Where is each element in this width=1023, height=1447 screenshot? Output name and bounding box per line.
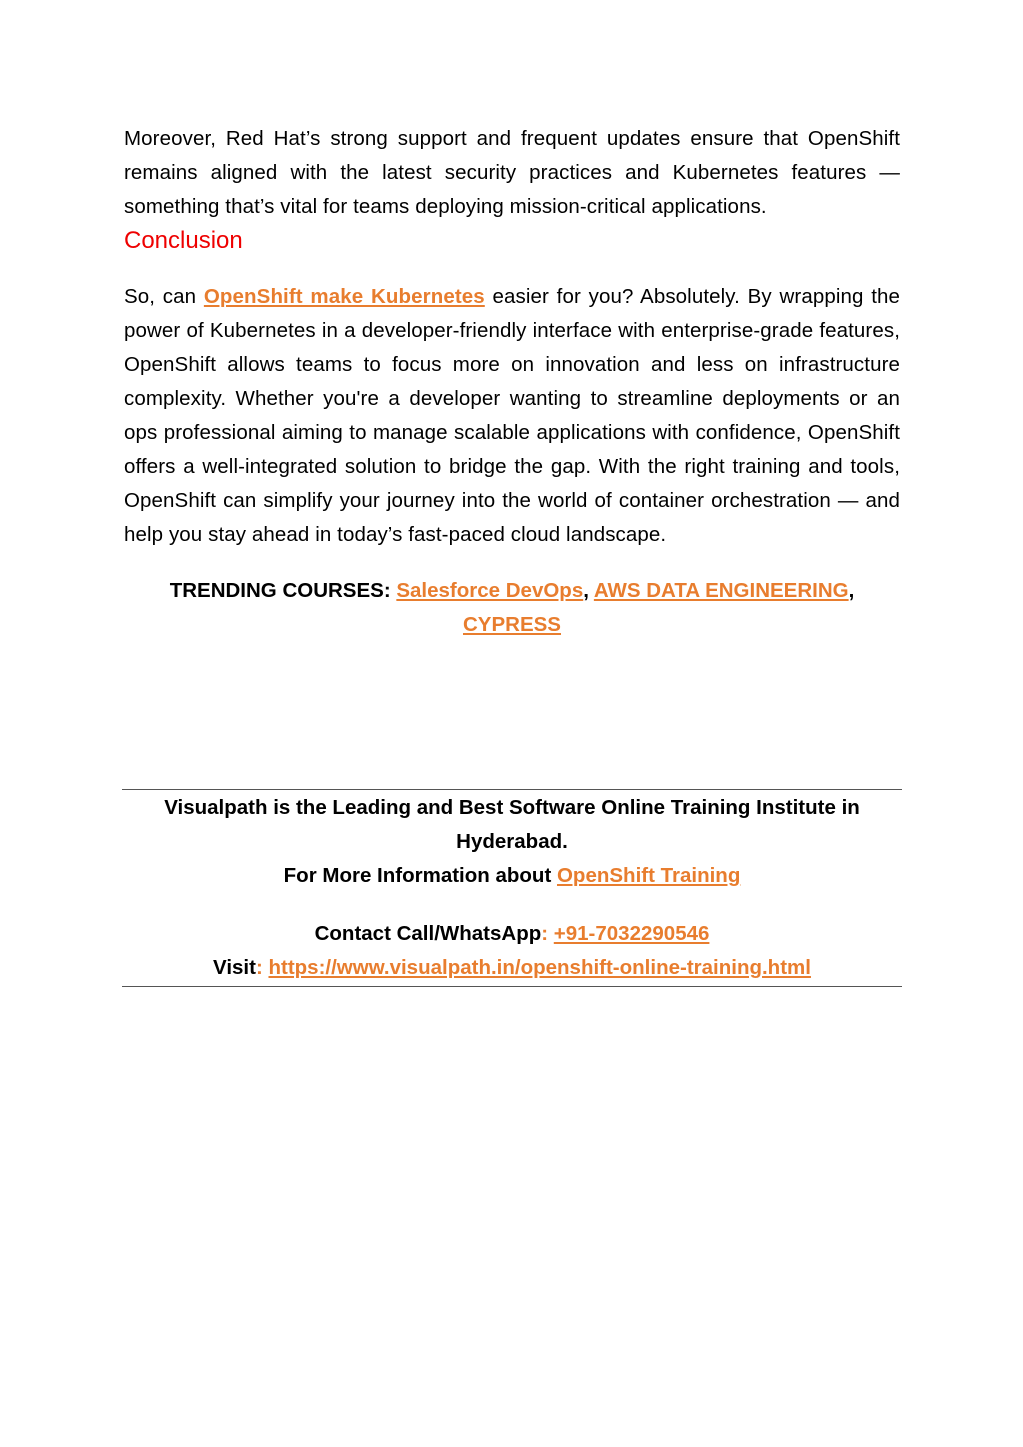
visit-colon: :: [255, 956, 269, 979]
institute-tagline: Visualpath is the Leading and Best Software Online Training Institute in Hyderabad.: [164, 796, 860, 853]
conclusion-lead: So, can: [124, 285, 204, 308]
conclusion-paragraph: [124, 280, 900, 552]
course-link-aws-data-engineering[interactable]: AWS DATA ENGINEERING: [593, 579, 849, 602]
course-separator: ,: [583, 579, 594, 602]
more-info-line: [122, 859, 902, 893]
contact-line: [122, 917, 902, 951]
course-separator: ,: [848, 579, 855, 602]
course-link-salesforce-devops[interactable]: Salesforce DevOps: [396, 579, 584, 602]
visit-label: Visit: [213, 956, 256, 979]
openshift-training-link[interactable]: OpenShift Training: [556, 864, 741, 887]
trending-courses: [124, 574, 900, 642]
openshift-kubernetes-link[interactable]: OpenShift make Kubernetes: [203, 285, 485, 308]
phone-link[interactable]: +91-7032290546: [553, 922, 710, 945]
visit-line: [122, 951, 902, 985]
intro-paragraph: Moreover, Red Hat’s strong support and frequent updates ensure that OpenShift remains aligned with the latest security practices and Kubernetes features — something that’s vital for teams deploying mission-critical applications.: [124, 127, 900, 218]
main-content: [124, 122, 900, 642]
trending-label: TRENDING COURSES:: [169, 579, 397, 602]
conclusion-body: easier for you? Absolutely. By wrapping the power of Kubernetes in a developer-friendly interface with enterprise-grade features, OpenShift allows teams to focus more on innovation and less on infrastructure complexity. Whether you're a developer wanting to streamline deployments or an ops professional aiming to manage scalable applications with confidence, OpenShift offers a well-integrated solution to bridge the gap. With the right training and tools, OpenShift can simplify your journey into the world of container orchestration — and help you stay ahead in today’s fast-paced cloud landscape.: [124, 285, 901, 546]
conclusion-heading: Conclusion: [124, 227, 243, 254]
more-info-label: For More Information about: [283, 864, 557, 887]
contact-colon: :: [541, 922, 554, 945]
footer-info-box: [122, 789, 902, 987]
course-link-cypress[interactable]: CYPRESS: [463, 613, 561, 636]
contact-label: Contact Call/WhatsApp: [314, 922, 542, 945]
website-url-link[interactable]: https://www.visualpath.in/openshift-online-training.html: [268, 956, 811, 979]
